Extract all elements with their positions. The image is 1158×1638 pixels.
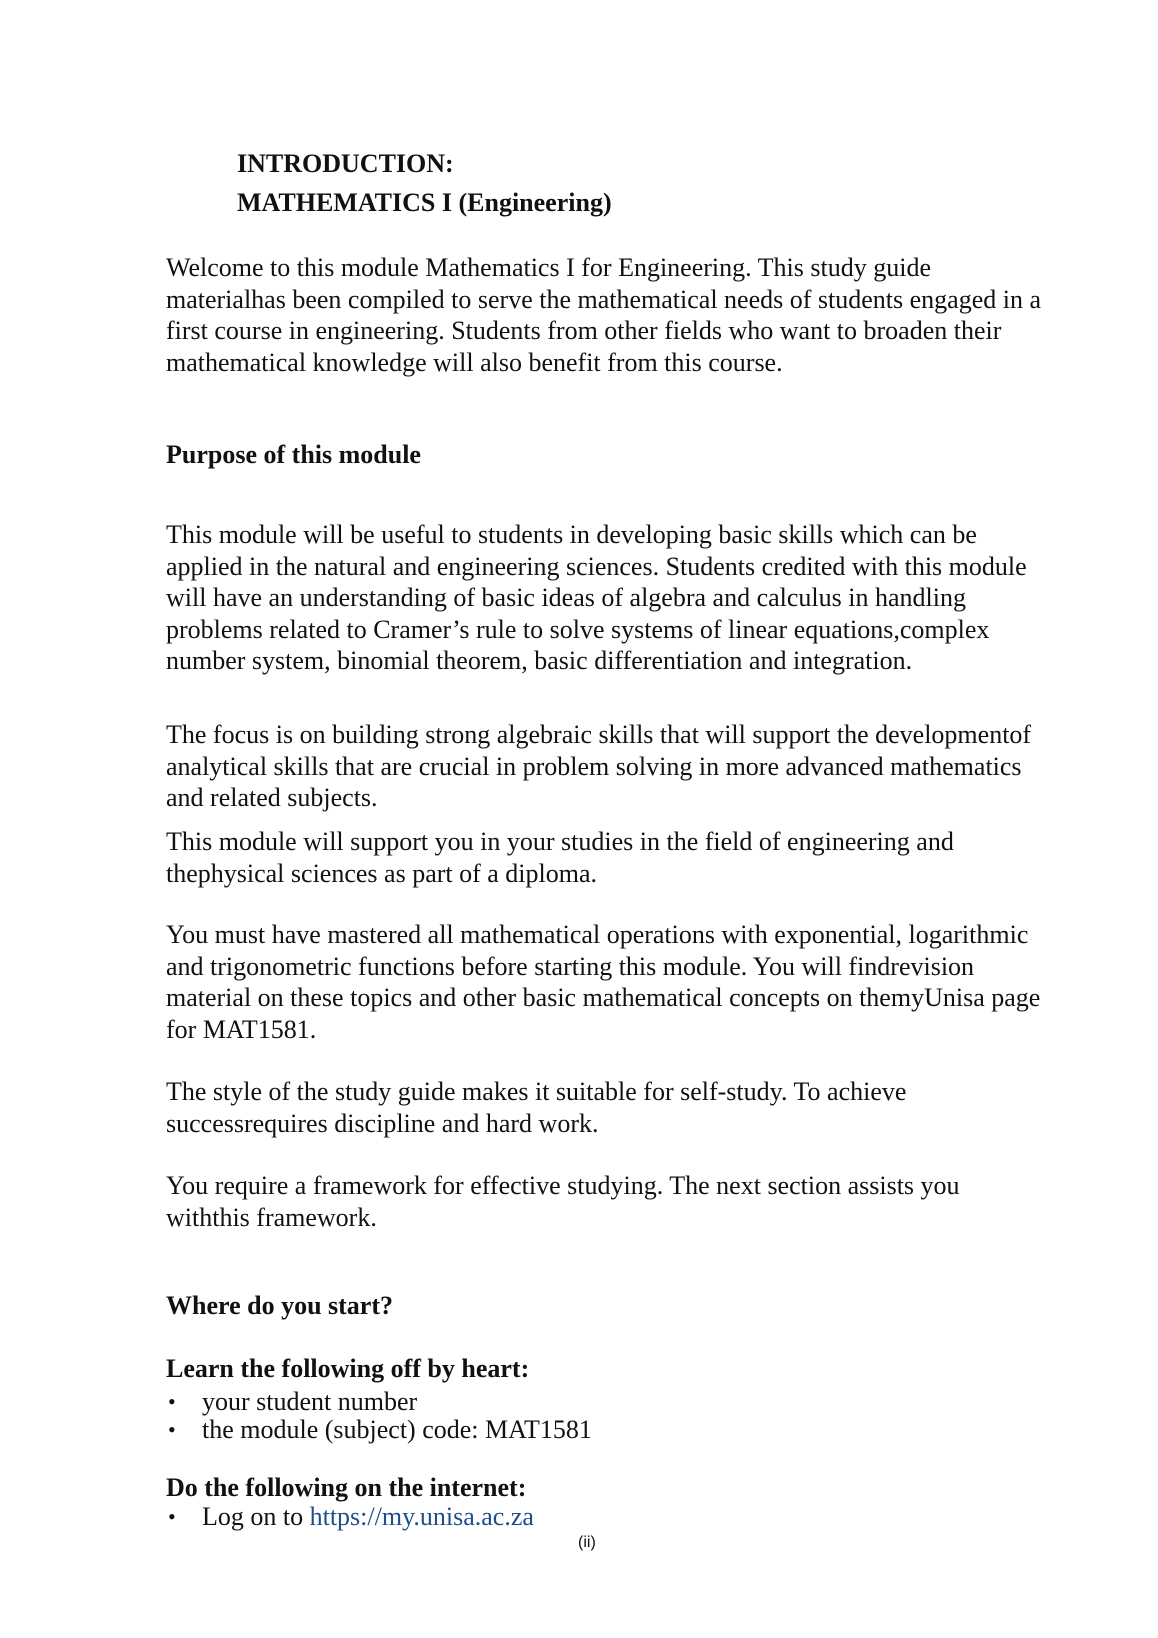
- list-item-text: your student number: [202, 1387, 418, 1416]
- list-item-text: the module (subject) code: MAT1581: [202, 1415, 592, 1444]
- bullet-icon: •: [168, 1504, 176, 1529]
- internet-list: [166, 1503, 534, 1531]
- learn-heading: Learn the following off by heart:: [166, 1354, 530, 1383]
- list-item: [166, 1388, 592, 1416]
- purpose-paragraph-3: This module will support you in your studies in the field of engineering and thephysical sciences as part of a diploma.: [166, 827, 954, 888]
- intro-paragraph: Welcome to this module Mathematics I for Engineering. This study guide materialhas been compiled to serve the mathematical needs of students engaged in a first course in engineering. Students from other fields who want to broaden their mathematical knowledge will also benefit from this course.: [166, 253, 1042, 377]
- purpose-paragraph-1: This module will be useful to students in developing basic skills which can be applied in the natural and engineering sciences. Students credited with this module will have an understanding of basic ideas of algebra and calculus in handling problems related to Cramer’s rule to solve systems of linear equations,complex number system, binomial theorem, basic differentiation and integration.: [166, 520, 1027, 675]
- list-item: [166, 1503, 534, 1531]
- purpose-heading: Purpose of this module: [166, 440, 421, 469]
- purpose-paragraph-5: The style of the study guide makes it suitable for self-study. To achieve successrequires discipline and hard work.: [166, 1077, 907, 1138]
- learn-list: [166, 1388, 592, 1444]
- purpose-paragraph-2: The focus is on building strong algebraic skills that will support the developmentof analytical skills that are crucial in problem solving in more advanced mathematics and related subjects.: [166, 720, 1032, 812]
- purpose-paragraph-6: You require a framework for effective studying. The next section assists you withthis framework.: [166, 1171, 960, 1232]
- internet-heading: Do the following on the internet:: [166, 1473, 527, 1502]
- list-item: [166, 1416, 592, 1444]
- title-module-name: MATHEMATICS I (Engineering): [237, 188, 612, 217]
- unisa-link[interactable]: https://my.unisa.ac.za: [309, 1502, 534, 1531]
- where-start-heading: Where do you start?: [166, 1291, 394, 1320]
- page-number: (ii): [578, 1534, 596, 1551]
- bullet-icon: •: [168, 1389, 176, 1414]
- list-item-text: Log on to: [202, 1502, 310, 1531]
- title-introduction: INTRODUCTION:: [237, 149, 454, 178]
- bullet-icon: •: [168, 1417, 176, 1442]
- purpose-paragraph-4: You must have mastered all mathematical operations with exponential, logarithmic and trigonometric functions before starting this module. You will findrevision material on these topics and other basic mathematical concepts on themyUnisa page for MAT1581.: [166, 920, 1041, 1044]
